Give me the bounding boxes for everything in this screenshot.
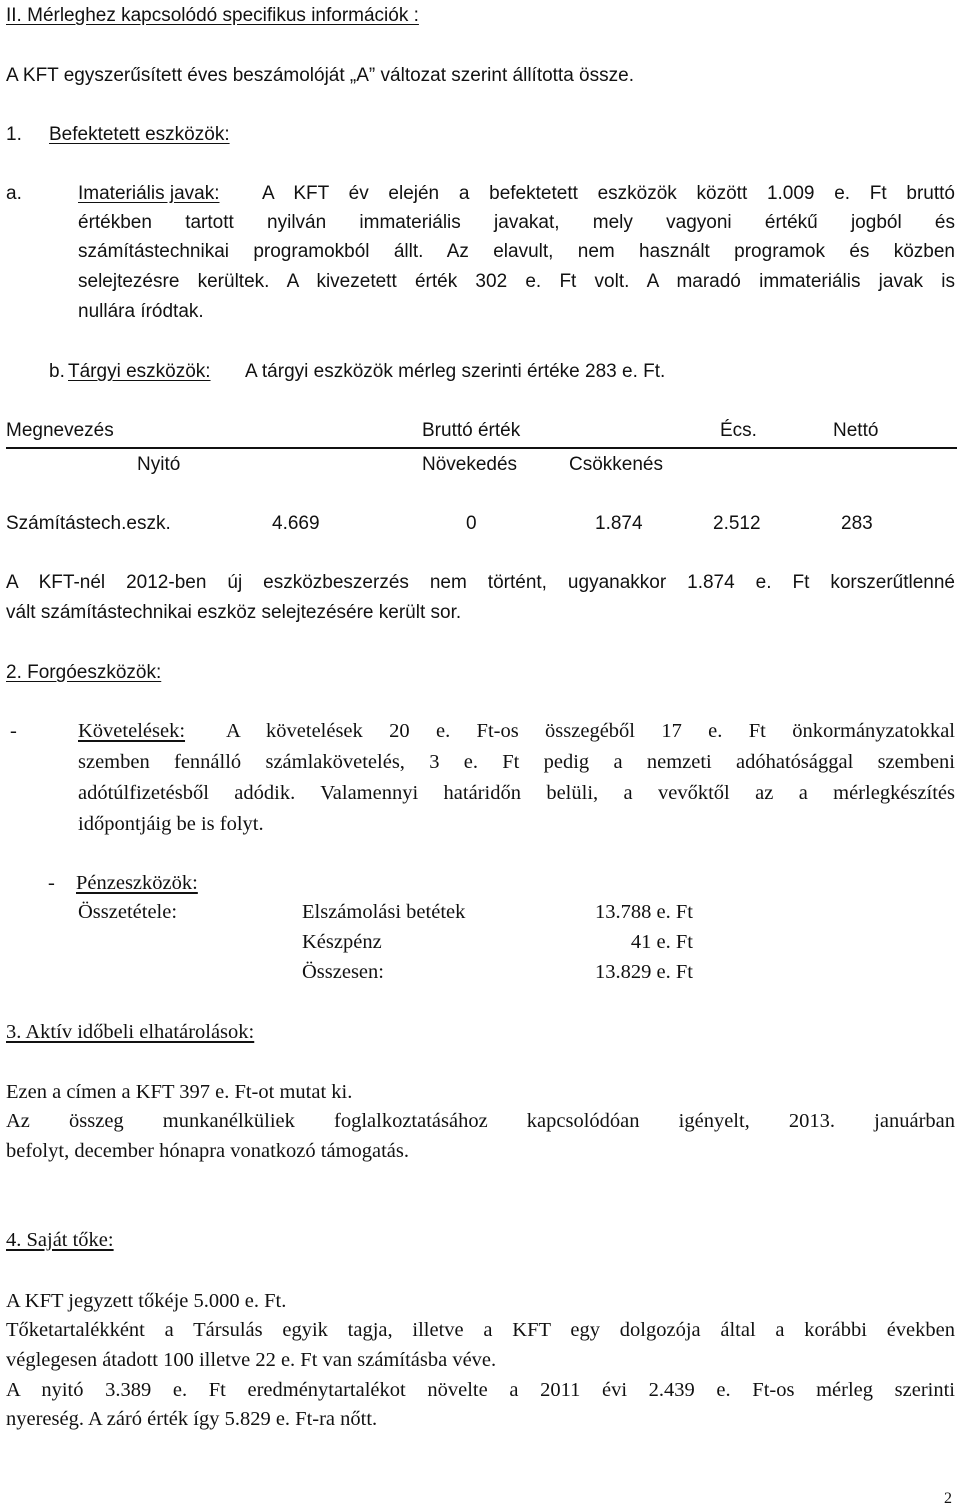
section-heading: II. Mérleghez kapcsolódó specifikus információk : <box>6 5 419 26</box>
item-a-line: számítástechnikai programokból állt. Az elavult, nem használt programok és közben <box>78 241 955 262</box>
note-line: A KFT-nél 2012-ben új eszközbeszerzés nem történt, ugyanakkor 1.874 e. Ft korszerűtlenné <box>6 572 955 593</box>
receivables-dash: - <box>10 720 17 742</box>
table-row-increase: 0 <box>466 513 477 534</box>
item-b-text: A tárgyi eszközök mérleg szerinti értéke 283 e. Ft. <box>245 361 666 382</box>
receivables-line: szemben fennálló számlakövetelés, 3 e. Ft pedig a nemzeti adóhatósággal szembeni <box>78 751 955 773</box>
cash-title: Pénzeszközök: <box>76 872 198 894</box>
table-header-rule <box>6 447 957 449</box>
table-header-gross: Bruttó érték <box>422 420 521 441</box>
cash-composition-label: Összetétele: <box>78 901 178 923</box>
item-a-line: A KFT év elején a befektetett eszközök között 1.009 e. Ft bruttó <box>262 183 955 204</box>
section-1-number: 1. <box>6 124 22 145</box>
table-row-opening: 4.669 <box>272 513 320 534</box>
cash-item-value: 13.829 e. Ft <box>595 961 693 983</box>
section-2-title: 2. Forgóeszközök: <box>6 662 162 683</box>
table-row-net: 283 <box>841 513 873 534</box>
section-3-line: befolyt, december hónapra vonatkozó támogatás. <box>6 1140 410 1162</box>
cash-item-value: 41 e. Ft <box>630 931 693 953</box>
table-subheader-opening: Nyitó <box>137 454 181 475</box>
item-a-line: értékben tartott nyilván immateriális javakat, mely vagyoni értékű jogból és <box>78 212 955 233</box>
receivables-line: A követelések 20 e. Ft-os összegéből 17 e. Ft önkormányzatokkal <box>226 720 955 742</box>
item-b-marker: b. <box>49 361 65 382</box>
section-4-line: nyereség. A záró érték így 5.829 e. Ft-ra nőtt. <box>6 1408 378 1430</box>
cash-item-label: Elszámolási betétek <box>302 901 466 923</box>
note-line: vált számítástechnikai eszköz selejtezésére került sor. <box>6 602 462 623</box>
section-4-title: 4. Saját tőke: <box>6 1229 114 1251</box>
section-1-title: Befektetett eszközök: <box>49 124 230 145</box>
table-row-decrease: 1.874 <box>595 513 643 534</box>
receivables-line: adótúlfizetésből adódik. Valamennyi határidőn belüli, a vevőktől az a mérlegkészítés <box>78 782 955 804</box>
section-3-line: Ezen a címen a KFT 397 e. Ft-ot mutat ki. <box>6 1081 353 1103</box>
table-subheader-decrease: Csökkenés <box>569 454 663 475</box>
table-subheader-increase: Növekedés <box>422 454 518 475</box>
cash-dash: - <box>48 872 55 894</box>
table-header-depreciation: Écs. <box>720 420 757 441</box>
cash-item-label: Összesen: <box>302 961 384 983</box>
item-b-title: Tárgyi eszközök: <box>68 361 211 382</box>
table-row-depreciation: 2.512 <box>713 513 761 534</box>
section-4-line: A nyitó 3.389 e. Ft eredménytartalékot növelte a 2011 évi 2.439 e. Ft-os mérleg szerinti <box>6 1379 955 1401</box>
receivables-line: időpontjáig be is folyt. <box>78 813 264 835</box>
item-a-title: Imateriális javak: <box>78 183 220 204</box>
section-3-line: Az összeg munkanélküliek foglalkoztatásához kapcsolódóan igényelt, 2013. januárban <box>6 1110 955 1132</box>
intro-text: A KFT egyszerűsített éves beszámolóját „A” változat szerint állította össze. <box>6 65 634 86</box>
section-4-line: Tőketartalékként a Társulás egyik tagja, illetve a KFT egy dolgozója által a korábbi években <box>6 1319 955 1341</box>
section-4-line: A KFT jegyzett tőkéje 5.000 e. Ft. <box>6 1290 287 1312</box>
item-a-line: nullára íródtak. <box>78 301 204 322</box>
table-row-name: Számítástech.eszk. <box>6 513 171 534</box>
section-4-line: véglegesen átadott 100 illetve 22 e. Ft van számításba véve. <box>6 1349 497 1371</box>
cash-item-value: 13.788 e. Ft <box>595 901 693 923</box>
cash-item-label: Készpénz <box>302 931 382 953</box>
table-header-name: Megnevezés <box>6 420 114 441</box>
table-header-net: Nettó <box>833 420 879 441</box>
item-a-marker: a. <box>6 183 22 204</box>
item-a-line: selejtezésre kerültek. A kivezetett érték 302 e. Ft volt. A maradó immateriális javak is <box>78 271 955 292</box>
page-number: 2 <box>944 1490 952 1507</box>
section-3-title: 3. Aktív időbeli elhatárolások: <box>6 1021 255 1043</box>
receivables-title: Követelések: <box>78 720 186 742</box>
